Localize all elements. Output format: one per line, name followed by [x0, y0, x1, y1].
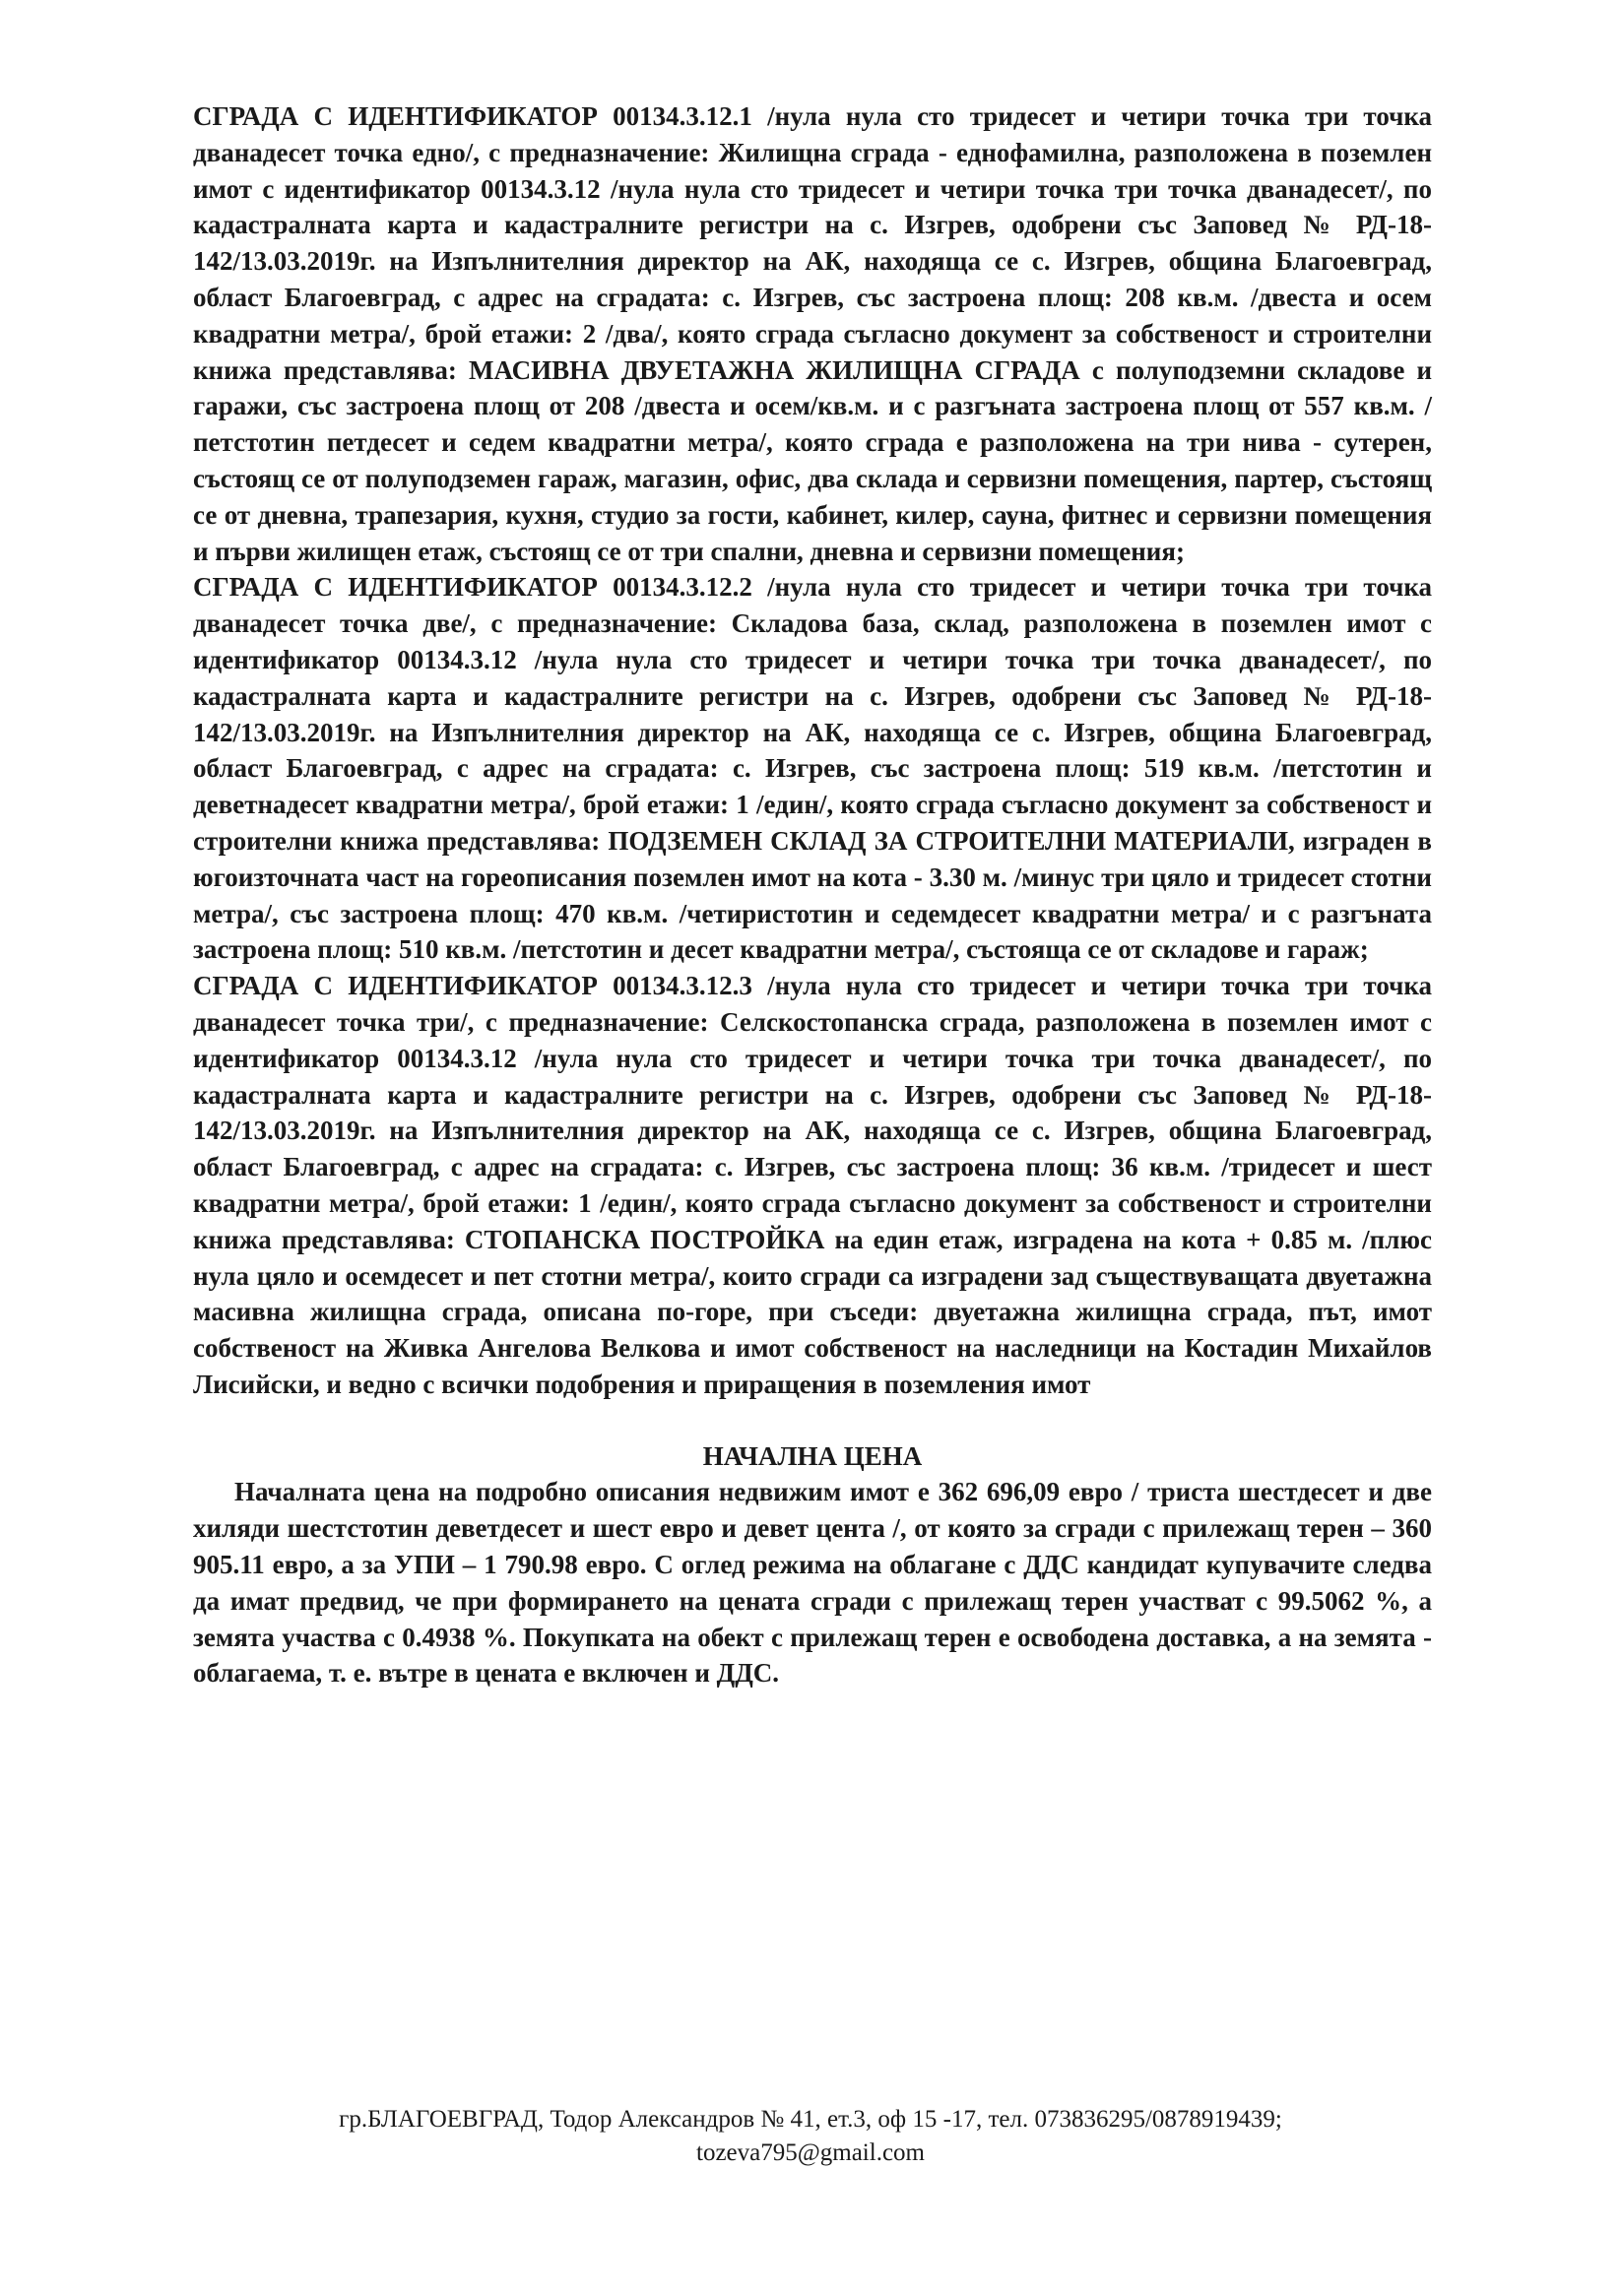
- document-body: [193, 98, 1432, 1691]
- footer: [0, 2103, 1621, 2170]
- footer-email: tozeva795@gmail.com: [696, 2139, 925, 2166]
- building-3-paragraph: СГРАДА С ИДЕНТИФИКАТОР 00134.3.12.3 /нула нула сто тридесет и четири точка три точка дванадесет точка три/, с предназначение: Селскостопанска сграда, разположена в поземлен имот с идентификатор 00134.3.12 /нула нула сто тридесет и четири точка три точка дванадесет/, по кадастралната карта и кадастралните регистри на с. Изгрев, одобрени със Заповед № РД-18-142/13.03.2019г. на Изпълнителния директор на АК, находяща се с. Изгрев, община Благоевград, област Благоевград, с адрес на сградата: с. Изгрев, със застроена площ: 36 кв.м. /тридесет и шест квадратни метра/, брой етажи: 1 /един/, която сграда съгласно документ за собственост и строителни книжа представлява: СТОПАНСКА ПОСТРОЙКА на един етаж, изградена на кота + 0.85 м. /плюс нула цяло и осемдесет и пет стотни метра/, които сгради са изградени зад съществуващата двуетажна масивна жилищна сграда, описана по-горе, при съседи: двуетажна жилищна сграда, път, имот собственост на Живка Ангелова Велкова и имот собственост на наследници на Костадин Михайлов Лисийски, и ведно с всички подобрения и приращения в поземления имот: [193, 971, 1432, 1399]
- price-heading: НАЧАЛНА ЦЕНА: [702, 1440, 923, 1471]
- price-paragraph: Началната цена на подробно описания недвижим имот е 362 696,09 евро / триста шестдесет и две хиляди шестстотин деветдесет и шест евро и девет цента /, от която за сгради с прилежащ терен – 360 905.11 евро, а за УПИ – 1 790.98 евро. С оглед режима на облагане с ДДС кандидат купувачите следва да имат предвид, че при формирането на цената сгради с прилежащ терен участват с 99.5062 %, а земята участва с 0.4938 %. Покупката на обект с прилежащ терен е освободена доставка, а на земята - облагаема, т. е. вътре в цената е включен и ДДС.: [193, 1477, 1432, 1689]
- building-2-paragraph: СГРАДА С ИДЕНТИФИКАТОР 00134.3.12.2 /нула нула сто тридесет и четири точка три точка дванадесет точка две/, с предназначение: Складова база, склад, разположена в поземлен имот с идентификатор 00134.3.12 /нула нула сто тридесет и четири точка три точка дванадесет/, по кадастралната карта и кадастралните регистри на с. Изгрев, одобрени със Заповед № РД-18-142/13.03.2019г. на Изпълнителния директор на АК, находяща се с. Изгрев, община Благоевград, област Благоевград, с адрес на сградата: с. Изгрев, със застроена площ: 519 кв.м. /петстотин и деветнадесет квадратни метра/, брой етажи: 1 /един/, която сграда съгласно документ за собственост и строителни книжа представлява: ПОДЗЕМЕН СКЛАД ЗА СТРОИТЕЛНИ МАТЕРИАЛИ, изграден в югоизточната част на гореописания поземлен имот на кота - 3.30 м. /минус три цяло и тридесет стотни метра/, със застроена площ: 470 кв.м. /четиристотин и седемдесет квадратни метра/ и с разгъната застроена площ: 510 кв.м. /петстотин и десет квадратни метра/, състояща се от складове и гараж;: [193, 572, 1432, 965]
- building-1-paragraph: СГРАДА С ИДЕНТИФИКАТОР 00134.3.12.1 /нула нула сто тридесет и четири точка три точка дванадесет точка едно/, с предназначение: Жилищна сграда - еднофамилна, разположена в поземлен имот с идентификатор 00134.3.12 /нула нула сто тридесет и четири точка три точка дванадесет/, по кадастралната карта и кадастралните регистри на с. Изгрев, одобрени със Заповед № РД-18-142/13.03.2019г. на Изпълнителния директор на АК, находяща се с. Изгрев, община Благоевград, област Благоевград, с адрес на сградата: с. Изгрев, със застроена площ: 208 кв.м. /двеста и осем квадратни метра/, брой етажи: 2 /два/, която сграда съгласно документ за собственост и строителни книжа представлява: МАСИВНА ДВУЕТАЖНА ЖИЛИЩНА СГРАДА с полуподземни складове и гаражи, със застроена площ от 208 /двеста и осем/кв.м. и с разгъната застроена площ от 557 кв.м. /петстотин петдесет и седем квадратни метра/, която сграда е разположена на три нива - сутерен, състоящ се от полуподземен гараж, магазин, офис, два склада и сервизни помещения, партер, състоящ се от дневна, трапезария, кухня, студио за гости, кабинет, килер, сауна, фитнес и сервизни помещения и първи жилищен етаж, състоящ се от три спални, дневна и сервизни помещения;: [193, 101, 1432, 566]
- footer-address: гр.БЛАГОЕВГРАД, Тодор Александров № 41, ет.3, оф 15 -17, тел. 073836295/0878919439;: [339, 2106, 1282, 2133]
